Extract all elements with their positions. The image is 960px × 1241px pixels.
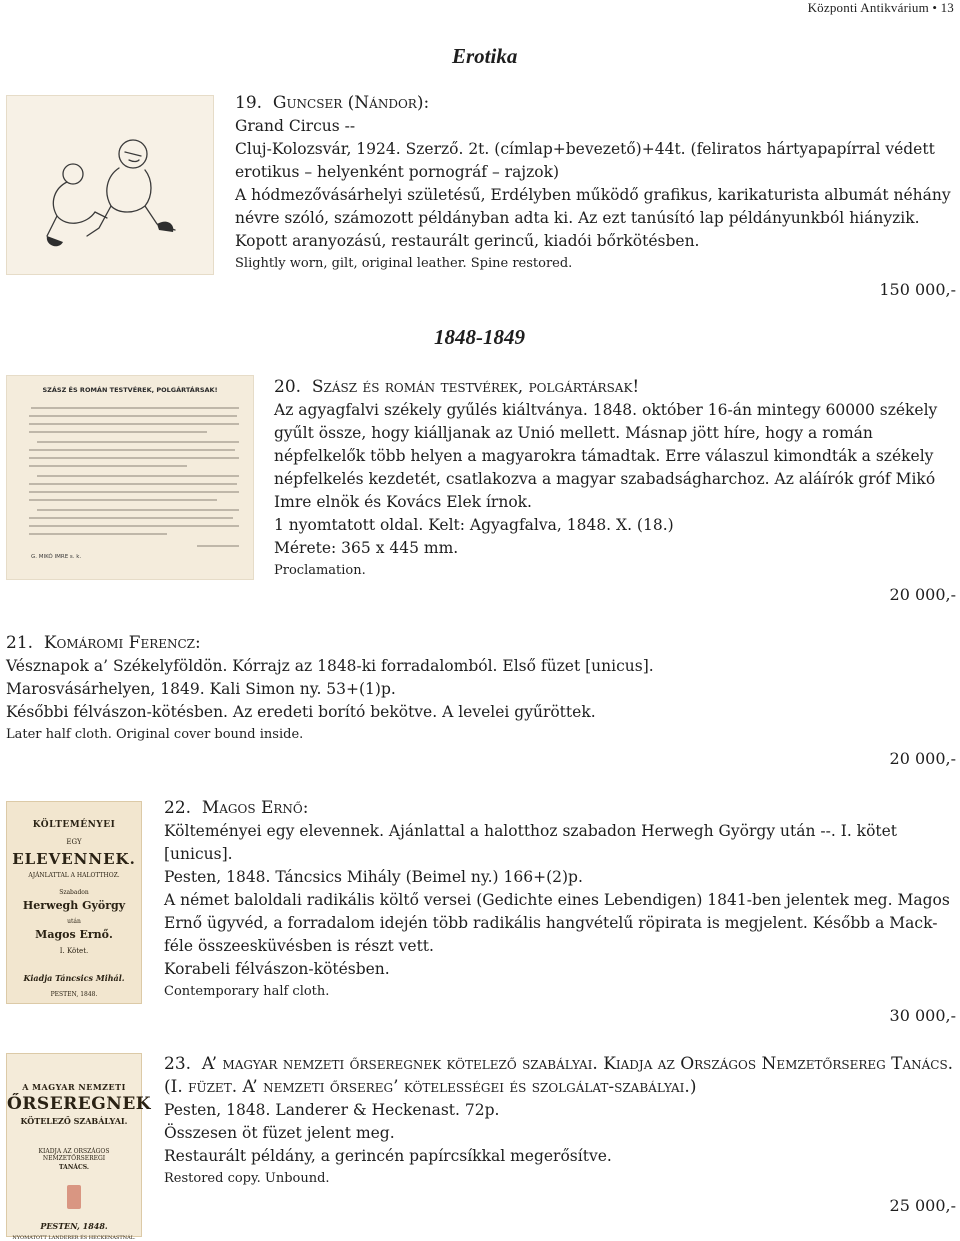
entry-21-binding: Későbbi félvászon-kötésben. Az eredeti borító bekötve. A levelei gyűröttek. bbox=[6, 703, 596, 721]
entry-19-title: Grand Circus -- bbox=[235, 117, 356, 135]
entry-23-note: Összesen öt füzet jelent meg. bbox=[164, 1124, 395, 1142]
entry-22 bbox=[164, 797, 958, 1003]
entry-19-image bbox=[6, 95, 214, 275]
entry-22-cover-image bbox=[6, 801, 142, 1004]
entry-22-price: 30 000,- bbox=[889, 1006, 956, 1025]
entry-23-imprint: Pesten, 1848. Landerer & Heckenast. 72p. bbox=[164, 1101, 500, 1119]
entry-20-description: Az agyagfalvi székely gyűlés kiáltványa. 1848. október 16-án mintegy 60000 székely gyűlt össze, hogy kiálljanak az Unió mellett. Másnap jött híre, hogy a román népfelkelők több helyen a magyarokra támadtak. Erre válaszul kimondták a székely népfelkelés kezdetét, csatlakozva a magyar szabadságharchoz. Az aláírók gróf Mikó Imre elnök és Kovács Elek írnok. bbox=[274, 401, 938, 511]
cover22-line-8: Magos Ernő. bbox=[35, 928, 113, 941]
entry-21 bbox=[6, 632, 956, 746]
entry-19-imprint: Cluj-Kolozsvár, 1924. Szerző. 2t. (címlap+bevezető)+44t. (feliratos hártyapapírral védett erotikus – helyenként pornográf – rajzok) bbox=[235, 140, 935, 181]
page-header: Központi Antikvárium • 13 bbox=[807, 0, 954, 15]
entry-19 bbox=[235, 92, 957, 275]
poster-title: SZÁSZ ÉS ROMÁN TESTVÉREK, POLGÁRTÁRSAK! bbox=[42, 386, 218, 394]
entry-21-imprint: Marosvásárhelyen, 1849. Kali Simon ny. 53+(1)p. bbox=[6, 680, 396, 698]
entry-22-note: A német baloldali radikális költő versei (Gedichte eines Lebendigen) 1841-ben jelentek meg. Magos Ernő ügyvéd, a forradalom idején több radikális hangvételű röpirata is megjelent. Később a Mack-féle összeesküvésben is részt vett. bbox=[164, 891, 950, 955]
cover23-line-1: A MAGYAR NEMZETI bbox=[22, 1082, 126, 1092]
cover22-line-11: PESTEN, 1848. bbox=[50, 991, 98, 998]
entry-23-cover-image bbox=[6, 1053, 152, 1241]
entry-19-number: 19. bbox=[235, 93, 263, 113]
entry-22-author: Magos Ernő: bbox=[201, 798, 309, 818]
entry-19-note: A hódmezővásárhelyi születésű, Erdélyben működő grafikus, karikaturista albumát néhány névre szóló, számozott példányban adta ki. Az ezt tanúsító lap példányunkból hiányzik. bbox=[235, 186, 951, 227]
entry-20 bbox=[274, 376, 957, 582]
entry-20-title: Szász és román testvérek, polgártársak! bbox=[311, 377, 640, 397]
entry-23-english: Restored copy. Unbound. bbox=[164, 1171, 330, 1186]
cover22-line-9: I. Kötet. bbox=[59, 947, 89, 955]
entry-21-author: Komáromi Ferencz: bbox=[43, 633, 201, 653]
cover23-line-7: NYOMATOTT LANDERER ÉS HECKENASTNÁL. bbox=[12, 1235, 136, 1241]
library-stamp-icon bbox=[67, 1185, 81, 1209]
entry-22-english: Contemporary half cloth. bbox=[164, 984, 330, 999]
entry-23 bbox=[164, 1053, 958, 1190]
entry-22-imprint: Pesten, 1848. Táncsics Mihály (Beimel ny.) 166+(2)p. bbox=[164, 868, 583, 886]
entry-20-number: 20. bbox=[274, 377, 302, 397]
erotic-sketch-drawing bbox=[7, 96, 215, 276]
entry-23-condition: Restaurált példány, a gerincén papírcsíkkal megerősítve. bbox=[164, 1147, 612, 1165]
entry-20-english: Proclamation. bbox=[274, 563, 366, 578]
entry-23-number: 23. bbox=[164, 1054, 192, 1074]
cover22-line-3: ELEVENNEK. bbox=[12, 850, 136, 868]
section-title-1848-1849: 1848-1849 bbox=[434, 325, 525, 349]
entry-23-title: A’ magyar nemzeti őrseregnek kötelező szabályai. Kiadja az Országos Nemzetőrsereg Tanács. (I. füzet. A’ nemzeti őrsereg’ kötelességei és szolgálat-szabályai.) bbox=[164, 1054, 954, 1097]
entry-20-price: 20 000,- bbox=[889, 585, 956, 604]
entry-22-binding: Korabeli félvászon-kötésben. bbox=[164, 960, 390, 978]
entry-21-english: Later half cloth. Original cover bound inside. bbox=[6, 727, 304, 742]
entry-21-price: 20 000,- bbox=[889, 749, 956, 768]
entry-19-english: Slightly worn, gilt, original leather. Spine restored. bbox=[235, 256, 573, 271]
cover22-line-4: AJÁNLATTAL A HALOTTHOZ. bbox=[28, 872, 120, 879]
section-title-erotika: Erotika bbox=[452, 44, 518, 68]
entry-22-number: 22. bbox=[164, 798, 192, 818]
entry-19-price: 150 000,- bbox=[879, 280, 956, 299]
cover22-line-5: Szabadon bbox=[59, 889, 89, 896]
cover22-line-7: után bbox=[67, 918, 81, 925]
cover23-line-5: TANÁCS. bbox=[59, 1164, 89, 1171]
cover23-line-4: KIADJA AZ ORSZÁGOS NEMZETŐRSEREGI bbox=[38, 1148, 110, 1162]
entry-21-title: Vésznapok a’ Székelyföldön. Kórrajz az 1848-ki forradalomból. Első füzet [unicus]. bbox=[6, 657, 654, 675]
cover23-line-6: PESTEN, 1848. bbox=[40, 1221, 108, 1231]
entry-19-author: Guncser (Nándor): bbox=[272, 93, 430, 113]
poster-text-lines bbox=[7, 394, 255, 554]
entry-23-price: 25 000,- bbox=[889, 1196, 956, 1215]
entry-20-image bbox=[6, 375, 254, 580]
cover23-line-2: ŐRSEREGNEK bbox=[7, 1094, 152, 1114]
entry-20-imprint: 1 nyomtatott oldal. Kelt: Agyagfalva, 1848. X. (18.) bbox=[274, 516, 674, 534]
cover22-line-1: KÖLTEMÉNYEI bbox=[32, 820, 116, 830]
cover23-line-3: KÖTELEZŐ SZABÁLYAI. bbox=[20, 1116, 128, 1126]
cover22-line-2: EGY bbox=[66, 838, 82, 846]
cover22-line-10: Kiadja Táncsics Mihál. bbox=[23, 973, 125, 983]
cover22-line-6: Herwegh György bbox=[22, 899, 126, 912]
entry-21-number: 21. bbox=[6, 633, 34, 653]
poster-signature: G. MIKÓ IMRE s. k. bbox=[31, 554, 82, 560]
entry-20-size: Mérete: 365 x 445 mm. bbox=[274, 539, 459, 557]
entry-19-binding: Kopott aranyozású, restaurált gerincű, kiadói bőrkötésben. bbox=[235, 232, 700, 250]
entry-22-title: Költeményei egy elevennek. Ajánlattal a halotthoz szabadon Herwegh György után --. I. kötet [unicus]. bbox=[164, 822, 898, 863]
